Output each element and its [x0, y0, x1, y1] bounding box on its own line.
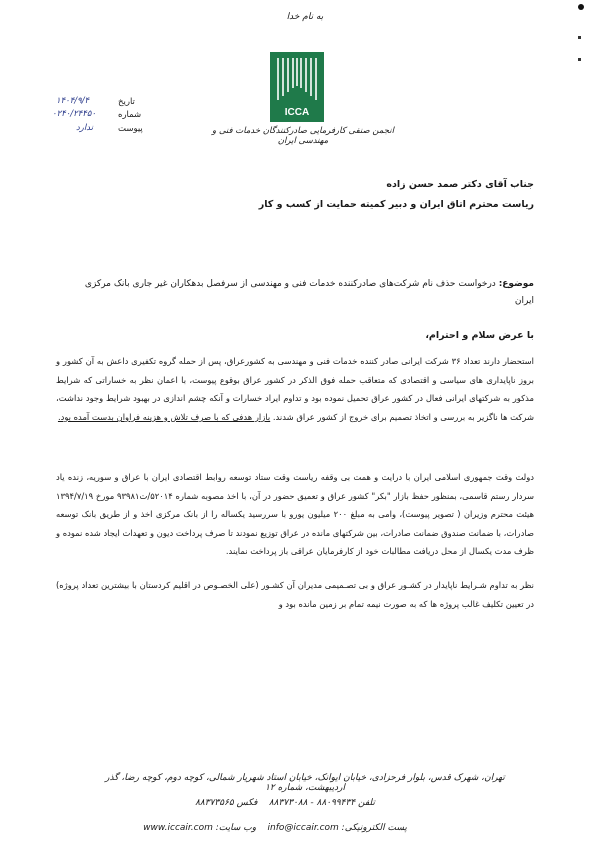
footer-contacts — [150, 798, 420, 808]
paragraph-1-underlined: بازار هدفی که با صرف تلاش و هزینه فراوان بدست آمده بود. — [57, 411, 271, 422]
website-link[interactable]: www.iccair.com — [143, 823, 213, 833]
date-value: ۱۴۰۴/۹/۴ — [56, 96, 90, 106]
body-paragraph-2: دولت وقت جمهوری اسلامی ایران با درایت و همت بی وقفه ریاست وقت ستاد توسعه روابط اقتصادی ایران با عراق و سوریه، زنده یاد سردار رستم قاسمی، بمنظور حفظ بازار "بکر" کشور عراق و تعمیق حضور در آن، با اخذ مصوبه شماره ۵۲۰۱۴/ت۹۳۹۸۱ مورخ ۱۳۹۴/۷/۱۹ هیئت محترم وزیران ( تصویر پیوست)، وامی به مبلغ ۲۰۰ میلیون یورو با سررسید یکساله را از بانک مرکزی اخذ و از طریق بانک توسعه صادرات، با ضمانت صندوق ضمانت صادرات، بین شرکتهای مانده در عراق توزیع نمودند تا صرف پرداخت دیون و تعهدات ایجاد شده نموده و ظرف مدت یکسال از محل دریافت مطالبات خود از کارفرمایان عراقی باز پرداخت نمایند. — [56, 472, 534, 557]
footer-online — [140, 823, 410, 833]
attachment-label: پیوست — [118, 124, 143, 134]
fax-label: فکس — [236, 798, 258, 808]
scan-dot — [578, 58, 581, 61]
fax-number: ۸۸۳۷۳۵۶۵ — [195, 798, 234, 808]
date-label: تاریخ — [118, 97, 135, 107]
subject-label: موضوع: — [498, 279, 534, 289]
paragraph-1-text: استحضار دارند تعداد ۳۶ شرکت ایرانی صادر کننده خدمات فنی و مهندسی به کشورعراق، پس از حمله گروه تکفیری داعش به آن کشور و بروز ناپایداری های سیاسی و اقتصادی که متعاقب حمله فوق الذکر در کشور عراق بوقوع پیوست، با اعمان نظر به خساراتی که شرایط مذکور به شرکتهای ایرانی فعال در کشور عراق تحمیل نموده بود و تداوم ایراد خسارات و آنکه چشم اندازی در بهبود شرایط وجود نداشت، شرکت ها ناگزیر به بررسی و اتخاذ تصمیم برای خروج از کشور عراق شدند. — [56, 356, 534, 422]
subject-line — [64, 276, 534, 310]
website-label: وب سایت: — [215, 823, 257, 833]
greeting: با عرض سلام و احترام، — [425, 330, 534, 341]
logo-text: ICCA — [284, 107, 310, 118]
organization-name: انجمن صنفی کارفرمایی صادرکنندگان خدمات فنی و مهندسی ایران — [212, 126, 394, 146]
email-label: پست الکترونیکی: — [341, 823, 407, 833]
attachment-value: ندارد — [76, 123, 94, 133]
recipient-title: ریاست محترم اتاق ایران و دبیر کمیته حمایت از کسب و کار — [258, 199, 534, 210]
number-label: شماره — [118, 110, 142, 120]
body-paragraph-1 — [56, 352, 534, 426]
recipient-name: جناب آقای دکتر صمد حسن زاده — [386, 179, 534, 190]
subject-text: درخواست حذف نام شرکت‌های صادرکننده خدمات فنی و مهندسی از سرفصل بدهکاران غیر جاری بانک مرکزی ایران — [84, 279, 534, 306]
scan-dot — [578, 36, 581, 39]
footer-address: تهران، شهرک قدس، بلوار فرحزادی، خیابان ایوانک، خیابان استاد شهریار شمالی، کوچه دوم، کوچه رضا، گذر اردیبهشت، شماره ۱۲ — [105, 773, 505, 793]
icca-logo — [270, 52, 324, 122]
bismillah-heading: به نام خدا — [286, 12, 324, 22]
email-link[interactable]: info@iccair.com — [267, 823, 339, 833]
scan-mark — [578, 4, 584, 10]
phone-label: تلفن — [358, 798, 375, 808]
body-paragraph-3: نظر به تداوم شـرایط ناپایدار در کشـور عراق و بی تصـمیمی مدیران آن کشـور (علی الخصـوص در اقلیم کردستان با بیشترین تعداد پروژه) در تعیین تکلیف غالب پروژه ها که به صورت نیمه تمام بر زمین مانده بود و — [56, 580, 534, 609]
phone-number: ۸۸۰۹۹۴۳۴ - ۸۸۳۷۳۰۸۸ — [268, 798, 356, 808]
number-value: ۰۲۴۰/۲۴۴۵۰ — [52, 109, 96, 119]
